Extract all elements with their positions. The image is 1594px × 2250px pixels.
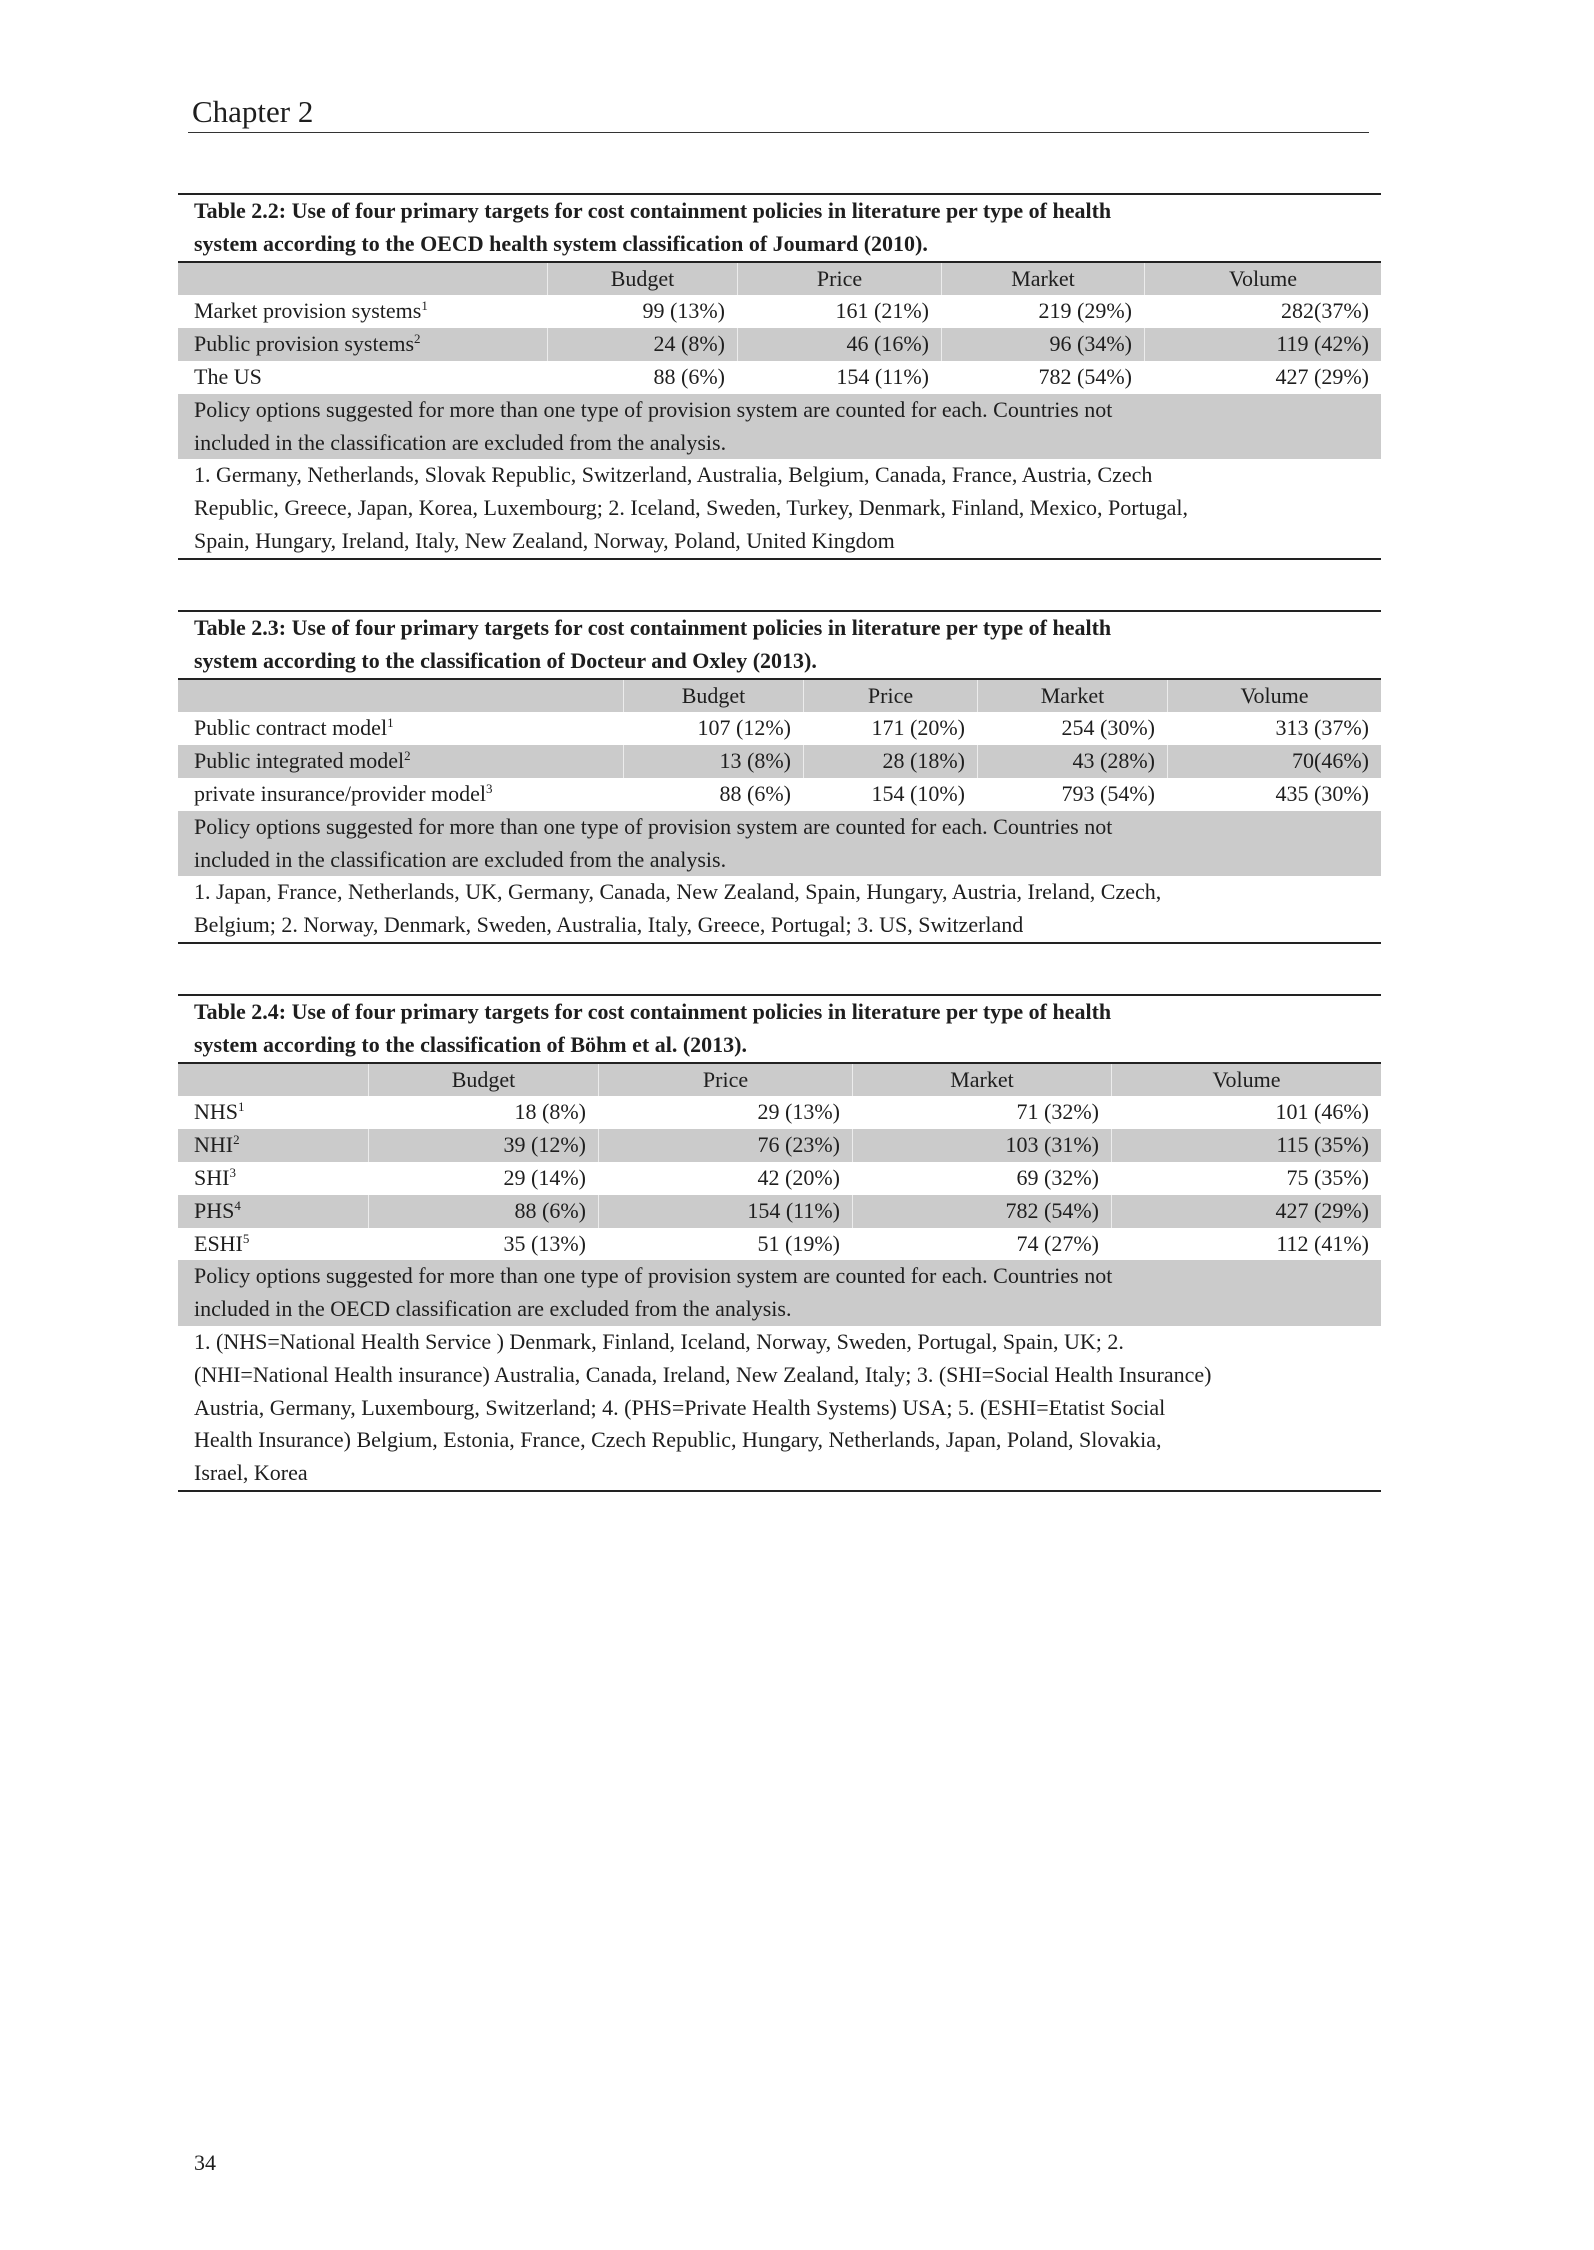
footnote-line: Belgium; 2. Norway, Denmark, Sweden, Australia, Italy, Greece, Portugal; 3. US, Switzerland xyxy=(194,912,1024,938)
budget-value: 88 (6%) xyxy=(719,780,791,806)
price-value: 28 (18%) xyxy=(803,745,977,778)
column-header-budget: Budget xyxy=(547,263,737,296)
row-label xyxy=(178,745,623,778)
header-cell-empty xyxy=(178,1064,368,1097)
market-value: 782 (54%) xyxy=(1038,363,1132,389)
page-number: 34 xyxy=(194,2150,216,2175)
volume-value: 75 (35%) xyxy=(1286,1164,1369,1190)
table-footnotes xyxy=(178,1326,1381,1490)
volume-value: 70(46%) xyxy=(1167,745,1381,778)
table-row xyxy=(178,778,1381,811)
budget-value: 35 (13%) xyxy=(503,1230,586,1256)
price-value: 76 (23%) xyxy=(598,1129,852,1162)
row-label-text: The US xyxy=(194,363,262,389)
price-value: 42 (20%) xyxy=(757,1164,840,1190)
table-row xyxy=(178,328,1381,361)
table-row xyxy=(178,295,1381,328)
row-label xyxy=(178,1162,368,1195)
market-value: 793 (54%) xyxy=(1061,780,1155,806)
table-header-row xyxy=(178,678,1381,713)
budget-value: 39 (12%) xyxy=(368,1129,598,1162)
row-label xyxy=(178,778,623,811)
note-line: included in the OECD classification are excluded from the analysis. xyxy=(194,1296,792,1322)
note-line: Policy options suggested for more than one type of provision system are counted for each. Countries not xyxy=(194,1263,1113,1289)
column-header-price: Price xyxy=(737,263,941,296)
footnote-marker: 5 xyxy=(242,1230,250,1246)
budget-value: 24 (8%) xyxy=(547,328,737,361)
market-value: 254 (30%) xyxy=(1061,715,1155,741)
table-note xyxy=(178,394,1381,460)
table-caption xyxy=(178,612,1381,678)
row-label-text: SHI xyxy=(194,1164,230,1190)
volume-value: 435 (30%) xyxy=(1275,780,1369,806)
market-value: 74 (27%) xyxy=(1016,1230,1099,1256)
volume-value: 112 (41%) xyxy=(1276,1230,1369,1256)
footnote-line: Israel, Korea xyxy=(194,1460,308,1486)
table-row xyxy=(178,1228,1381,1261)
table-row xyxy=(178,361,1381,394)
header-rule xyxy=(188,132,1369,133)
budget-value: 29 (14%) xyxy=(503,1164,586,1190)
row-label xyxy=(178,361,547,394)
caption-line: Table 2.2: Use of four primary targets for cost containment policies in literature per type of health xyxy=(194,198,1112,223)
column-header-volume: Volume xyxy=(1144,263,1381,296)
market-value: 782 (54%) xyxy=(852,1195,1111,1228)
volume-value: 427 (29%) xyxy=(1111,1195,1381,1228)
footnote-marker: 2 xyxy=(404,748,411,764)
row-label xyxy=(178,1228,368,1261)
note-line: included in the classification are excluded from the analysis. xyxy=(194,846,727,872)
table-2-4 xyxy=(178,994,1381,1492)
market-value: 219 (29%) xyxy=(1038,298,1132,324)
table-caption xyxy=(178,195,1381,261)
column-header-price: Price xyxy=(598,1064,852,1097)
budget-value: 99 (13%) xyxy=(642,298,725,324)
note-line: included in the classification are excluded from the analysis. xyxy=(194,429,727,455)
header-cell-empty xyxy=(178,680,623,713)
column-header-volume: Volume xyxy=(1167,680,1381,713)
volume-value: 101 (46%) xyxy=(1275,1099,1369,1125)
table-footnotes xyxy=(178,876,1381,942)
caption-line: system according to the OECD health system classification of Joumard (2010). xyxy=(194,230,928,256)
footnote-marker: 3 xyxy=(229,1164,236,1180)
footnote-marker: 3 xyxy=(486,780,493,796)
budget-value: 13 (8%) xyxy=(623,745,803,778)
footnote-line: 1. Germany, Netherlands, Slovak Republic, Switzerland, Australia, Belgium, Canada, France, Austria, Czech xyxy=(194,462,1153,488)
row-label-text: private insurance/provider model xyxy=(194,780,487,806)
column-header-market: Market xyxy=(941,263,1144,296)
header-cell-empty xyxy=(178,263,547,296)
row-label xyxy=(178,712,623,745)
row-label-text: NHI xyxy=(194,1132,234,1158)
price-value: 46 (16%) xyxy=(737,328,941,361)
row-label-text: Public provision systems xyxy=(194,331,415,357)
price-value: 171 (20%) xyxy=(871,715,965,741)
footnote-line: 1. (NHS=National Health Service ) Denmark, Finland, Iceland, Norway, Sweden, Portugal, Spain, UK; 2. xyxy=(194,1328,1124,1354)
column-header-price: Price xyxy=(803,680,977,713)
row-label-text: NHS xyxy=(194,1099,239,1125)
volume-value: 282(37%) xyxy=(1281,298,1369,324)
table-note xyxy=(178,1260,1381,1326)
footnote-marker: 1 xyxy=(238,1099,245,1115)
row-label-text: ESHI xyxy=(194,1230,243,1256)
chapter-heading: Chapter 2 xyxy=(192,94,314,129)
budget-value: 88 (6%) xyxy=(368,1195,598,1228)
budget-value: 18 (8%) xyxy=(514,1099,586,1125)
column-header-budget: Budget xyxy=(368,1064,598,1097)
budget-value: 88 (6%) xyxy=(653,363,725,389)
table-2-3 xyxy=(178,610,1381,944)
footnote-line: (NHI=National Health insurance) Australia, Canada, Ireland, New Zealand, Italy; 3. (SHI=Social Health Insurance) xyxy=(194,1361,1212,1387)
market-value: 96 (34%) xyxy=(941,328,1144,361)
column-header-market: Market xyxy=(977,680,1167,713)
row-label-text: Market provision systems xyxy=(194,298,422,324)
caption-line: Table 2.3: Use of four primary targets for cost containment policies in literature per type of health xyxy=(194,615,1112,640)
row-label xyxy=(178,328,547,361)
table-row xyxy=(178,1195,1381,1228)
table-footnotes xyxy=(178,459,1381,557)
note-line: Policy options suggested for more than one type of provision system are counted for each. Countries not xyxy=(194,813,1113,839)
volume-value: 427 (29%) xyxy=(1275,363,1369,389)
table-row xyxy=(178,1162,1381,1195)
footnote-marker: 1 xyxy=(421,298,428,314)
price-value: 154 (11%) xyxy=(598,1195,852,1228)
column-header-volume: Volume xyxy=(1111,1064,1381,1097)
row-label xyxy=(178,1096,368,1129)
table-row xyxy=(178,745,1381,778)
column-header-budget: Budget xyxy=(623,680,803,713)
row-label xyxy=(178,1129,368,1162)
row-label-text: PHS xyxy=(194,1197,235,1223)
footnote-line: Health Insurance) Belgium, Estonia, France, Czech Republic, Hungary, Netherlands, Japan, Poland, Slovakia, xyxy=(194,1427,1162,1453)
volume-value: 115 (35%) xyxy=(1111,1129,1381,1162)
table-row xyxy=(178,712,1381,745)
table-2-2 xyxy=(178,193,1381,560)
footnote-marker: 2 xyxy=(233,1132,240,1148)
footnote-marker: 1 xyxy=(387,715,394,731)
footnote-marker: 4 xyxy=(234,1197,241,1213)
market-value: 43 (28%) xyxy=(977,745,1167,778)
caption-line: system according to the classification of Docteur and Oxley (2013). xyxy=(194,647,817,673)
price-value: 154 (11%) xyxy=(836,363,929,389)
volume-value: 119 (42%) xyxy=(1144,328,1381,361)
budget-value: 107 (12%) xyxy=(697,715,791,741)
footnote-line: Republic, Greece, Japan, Korea, Luxembourg; 2. Iceland, Sweden, Turkey, Denmark, Finland, Mexico, Portugal, xyxy=(194,495,1189,521)
footnote-marker: 2 xyxy=(414,331,421,347)
column-header-market: Market xyxy=(852,1064,1111,1097)
market-value: 71 (32%) xyxy=(1016,1099,1099,1125)
price-value: 161 (21%) xyxy=(835,298,929,324)
caption-line: system according to the classification of Böhm et al. (2013). xyxy=(194,1031,747,1057)
footnote-line: Austria, Germany, Luxembourg, Switzerland; 4. (PHS=Private Health Systems) USA; 5. (ESHI=Etatist Social xyxy=(194,1394,1166,1420)
table-caption xyxy=(178,996,1381,1062)
table-header-row xyxy=(178,261,1381,296)
table-note xyxy=(178,811,1381,877)
price-value: 51 (19%) xyxy=(757,1230,840,1256)
table-header-row xyxy=(178,1062,1381,1097)
caption-line: Table 2.4: Use of four primary targets for cost containment policies in literature per type of health xyxy=(194,999,1112,1024)
row-label-text: Public contract model xyxy=(194,715,388,741)
row-label xyxy=(178,295,547,328)
table-row xyxy=(178,1096,1381,1129)
note-line: Policy options suggested for more than one type of provision system are counted for each. Countries not xyxy=(194,396,1113,422)
market-value: 103 (31%) xyxy=(852,1129,1111,1162)
row-label xyxy=(178,1195,368,1228)
market-value: 69 (32%) xyxy=(1016,1164,1099,1190)
footnote-line: Spain, Hungary, Ireland, Italy, New Zealand, Norway, Poland, United Kingdom xyxy=(194,527,895,553)
price-value: 29 (13%) xyxy=(757,1099,840,1125)
price-value: 154 (10%) xyxy=(871,780,965,806)
volume-value: 313 (37%) xyxy=(1275,715,1369,741)
row-label-text: Public integrated model xyxy=(194,748,405,774)
footnote-line: 1. Japan, France, Netherlands, UK, Germany, Canada, New Zealand, Spain, Hungary, Austria, Ireland, Czech, xyxy=(194,879,1162,905)
table-row xyxy=(178,1129,1381,1162)
